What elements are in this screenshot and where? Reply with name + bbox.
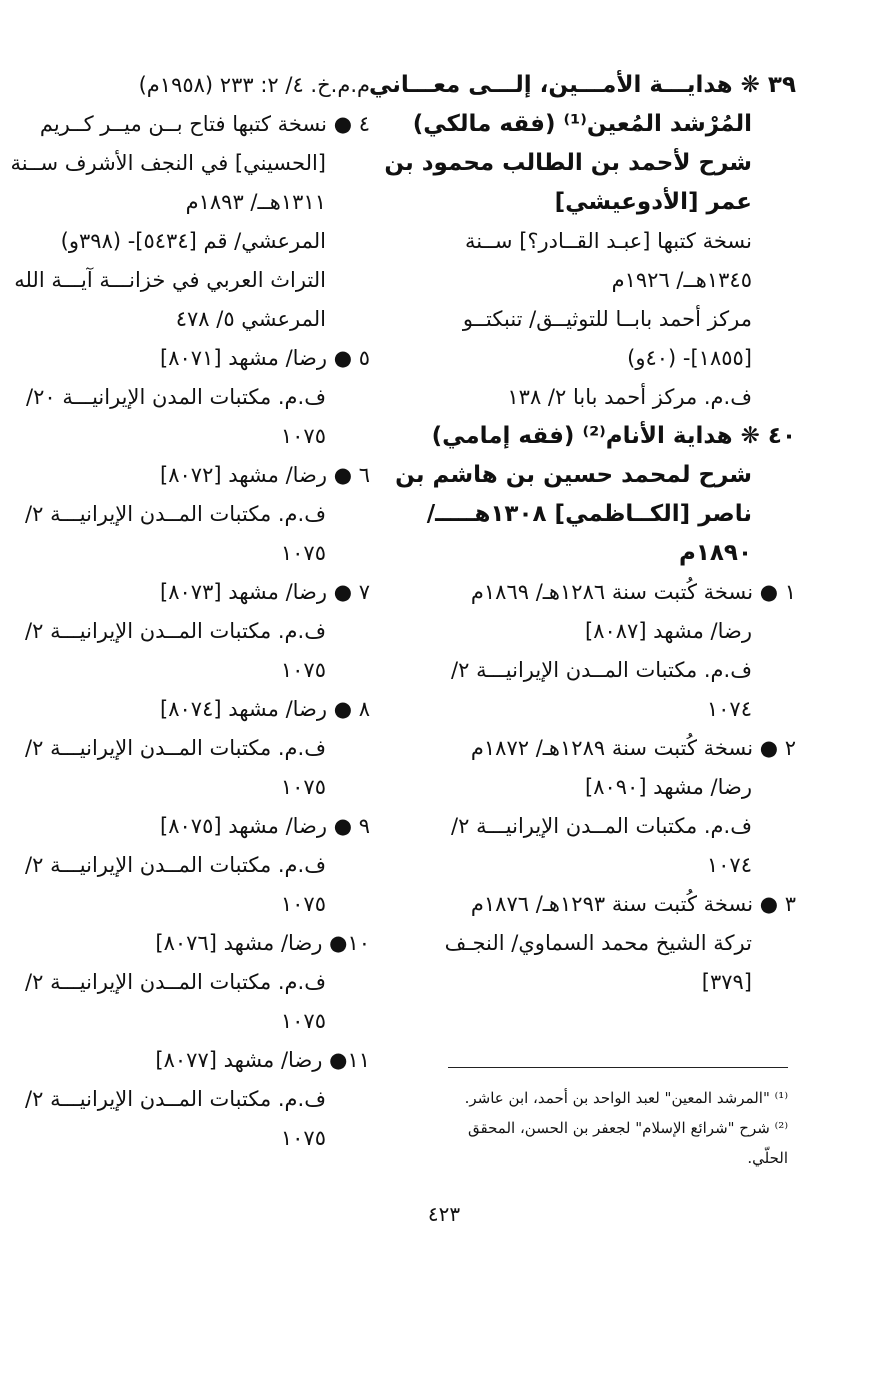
footnotes bbox=[428, 1083, 788, 1173]
right-column-line: [٣٧٩] bbox=[701, 970, 752, 994]
footnote: ⁽²⁾ شرح "شرائع الإسلام" لجعفر بن الحسن، المحقق bbox=[468, 1119, 788, 1137]
left-column-line: م.م.خ. ٤/ ٢: ٢٣٣ (١٩٥٨م) bbox=[138, 73, 370, 97]
left-column-line: ف.م. مكتبات المــدن الإيرانيـــة ٢/ bbox=[25, 1087, 326, 1111]
footnote: ⁽¹⁾ "المرشد المعين" لعبد الواحد بن أحمد، ابن عاشر. bbox=[464, 1089, 788, 1107]
right-column-line: [١٨٥٥]- (٤٠و) bbox=[627, 346, 752, 370]
left-column-line: ١٠٧٥ bbox=[280, 541, 326, 565]
left-column-line: ١٠● رضا/ مشهد [٨٠٧٦] bbox=[155, 931, 370, 955]
right-column-line: ٢ ● نسخة كُتبت سنة ١٢٨٩هـ/ ١٨٧٢م bbox=[470, 736, 796, 760]
right-column-line: نسخة كتبها [عبـد القــادر؟] ســنة bbox=[465, 229, 752, 253]
left-column-line: ٤ ● نسخة كتبها فتاح بــن ميــر كــريم bbox=[39, 112, 370, 136]
right-column-line: تركة الشيخ محمد السماوي/ النجـف bbox=[444, 931, 752, 955]
left-column-line: ف.م. مكتبات المــدن الإيرانيـــة ٢/ bbox=[25, 853, 326, 877]
right-column bbox=[368, 66, 796, 1002]
right-column-line: ١ ● نسخة كُتبت سنة ١٢٨٦هـ/ ١٨٦٩م bbox=[470, 580, 796, 604]
left-column-line: ف.م. مكتبات المــدن الإيرانيـــة ٢/ bbox=[25, 736, 326, 760]
left-column-line: ف.م. مكتبات المــدن الإيرانيـــة ٢/ bbox=[25, 970, 326, 994]
right-column-line: ١٠٧٤ bbox=[706, 697, 752, 721]
left-column-line: ١٠٧٥ bbox=[280, 775, 326, 799]
left-column-line: ٥ ● رضا/ مشهد [٨٠٧١] bbox=[160, 346, 370, 370]
left-column-line: ١٠٧٥ bbox=[280, 1126, 326, 1150]
left-column bbox=[10, 66, 370, 1158]
right-column-line: رضا/ مشهد [٨٠٨٧] bbox=[584, 619, 752, 643]
right-column-line: ٣٩ ❋ هدايـــة الأمـــين، إلـــى معـــاني bbox=[368, 72, 796, 98]
right-column-line: ١٠٧٤ bbox=[706, 853, 752, 877]
right-column-line: رضا/ مشهد [٨٠٩٠] bbox=[584, 775, 752, 799]
footnote-separator bbox=[448, 1067, 788, 1068]
left-column-line: المرعشي ٥/ ٤٧٨ bbox=[175, 307, 326, 331]
left-column-line: ١٠٧٥ bbox=[280, 424, 326, 448]
left-column-line: المرعشي/ قم [٥٤٣٤]- (٣٩٨و) bbox=[60, 229, 326, 253]
left-column-line: ف.م. مكتبات المــدن الإيرانيـــة ٢/ bbox=[25, 619, 326, 643]
left-column-line: ٧ ● رضا/ مشهد [٨٠٧٣] bbox=[160, 580, 370, 604]
left-column-line: التراث العربي في خزانـــة آيـــة الله bbox=[14, 268, 326, 292]
right-column-line: شرح لمحمد حسين بن هاشم بن bbox=[395, 462, 752, 488]
left-column-line: ٩ ● رضا/ مشهد [٨٠٧٥] bbox=[160, 814, 370, 838]
right-column-line: ف.م. مركز أحمد بابا ٢/ ١٣٨ bbox=[507, 385, 752, 409]
page-number: ٤٢٣ bbox=[427, 1202, 461, 1226]
right-column-line: المُرْشد المُعين⁽¹⁾ (فقه مالكي) bbox=[412, 111, 752, 137]
left-column-line: ١٣١١هــ/ ١٨٩٣م bbox=[185, 190, 326, 214]
right-column-line: مركز أحمد بابــا للتوثيــق/ تنبكتــو bbox=[462, 307, 752, 331]
left-column-line: ف.م. مكتبات المدن الإيرانيـــة ٢٠/ bbox=[26, 385, 326, 409]
left-column-line: ١٠٧٥ bbox=[280, 658, 326, 682]
right-column-line: ٤٠ ❋ هداية الأنام⁽²⁾ (فقه إمامي) bbox=[431, 423, 796, 449]
right-column-line: عمر [الأدوعيشي] bbox=[554, 189, 752, 215]
left-column-line: ف.م. مكتبات المــدن الإيرانيـــة ٢/ bbox=[25, 502, 326, 526]
right-column-line: ١٨٩٠م bbox=[678, 540, 752, 566]
left-column-line: ١١● رضا/ مشهد [٨٠٧٧] bbox=[155, 1048, 370, 1072]
right-column-line: ١٣٤٥هــ/ ١٩٢٦م bbox=[611, 268, 752, 292]
right-column-line: ناصر [الكــاظمي] ١٣٠٨هـــــ/ bbox=[426, 501, 752, 527]
right-column-line: شرح لأحمد بن الطالب محمود بن bbox=[384, 150, 752, 176]
right-column-line: ف.م. مكتبات المــدن الإيرانيـــة ٢/ bbox=[451, 814, 752, 838]
left-column-line: ١٠٧٥ bbox=[280, 1009, 326, 1033]
right-column-line: ف.م. مكتبات المــدن الإيرانيـــة ٢/ bbox=[451, 658, 752, 682]
left-column-line: ٨ ● رضا/ مشهد [٨٠٧٤] bbox=[160, 697, 370, 721]
right-column-line: ٣ ● نسخة كُتبت سنة ١٢٩٣هـ/ ١٨٧٦م bbox=[470, 892, 796, 916]
left-column-line: ١٠٧٥ bbox=[280, 892, 326, 916]
footnote: الحلّي. bbox=[747, 1149, 788, 1167]
left-column-line: ٦ ● رضا/ مشهد [٨٠٧٢] bbox=[160, 463, 370, 487]
left-column-line: [الحسيني] في النجف الأشرف ســنة bbox=[10, 151, 326, 175]
